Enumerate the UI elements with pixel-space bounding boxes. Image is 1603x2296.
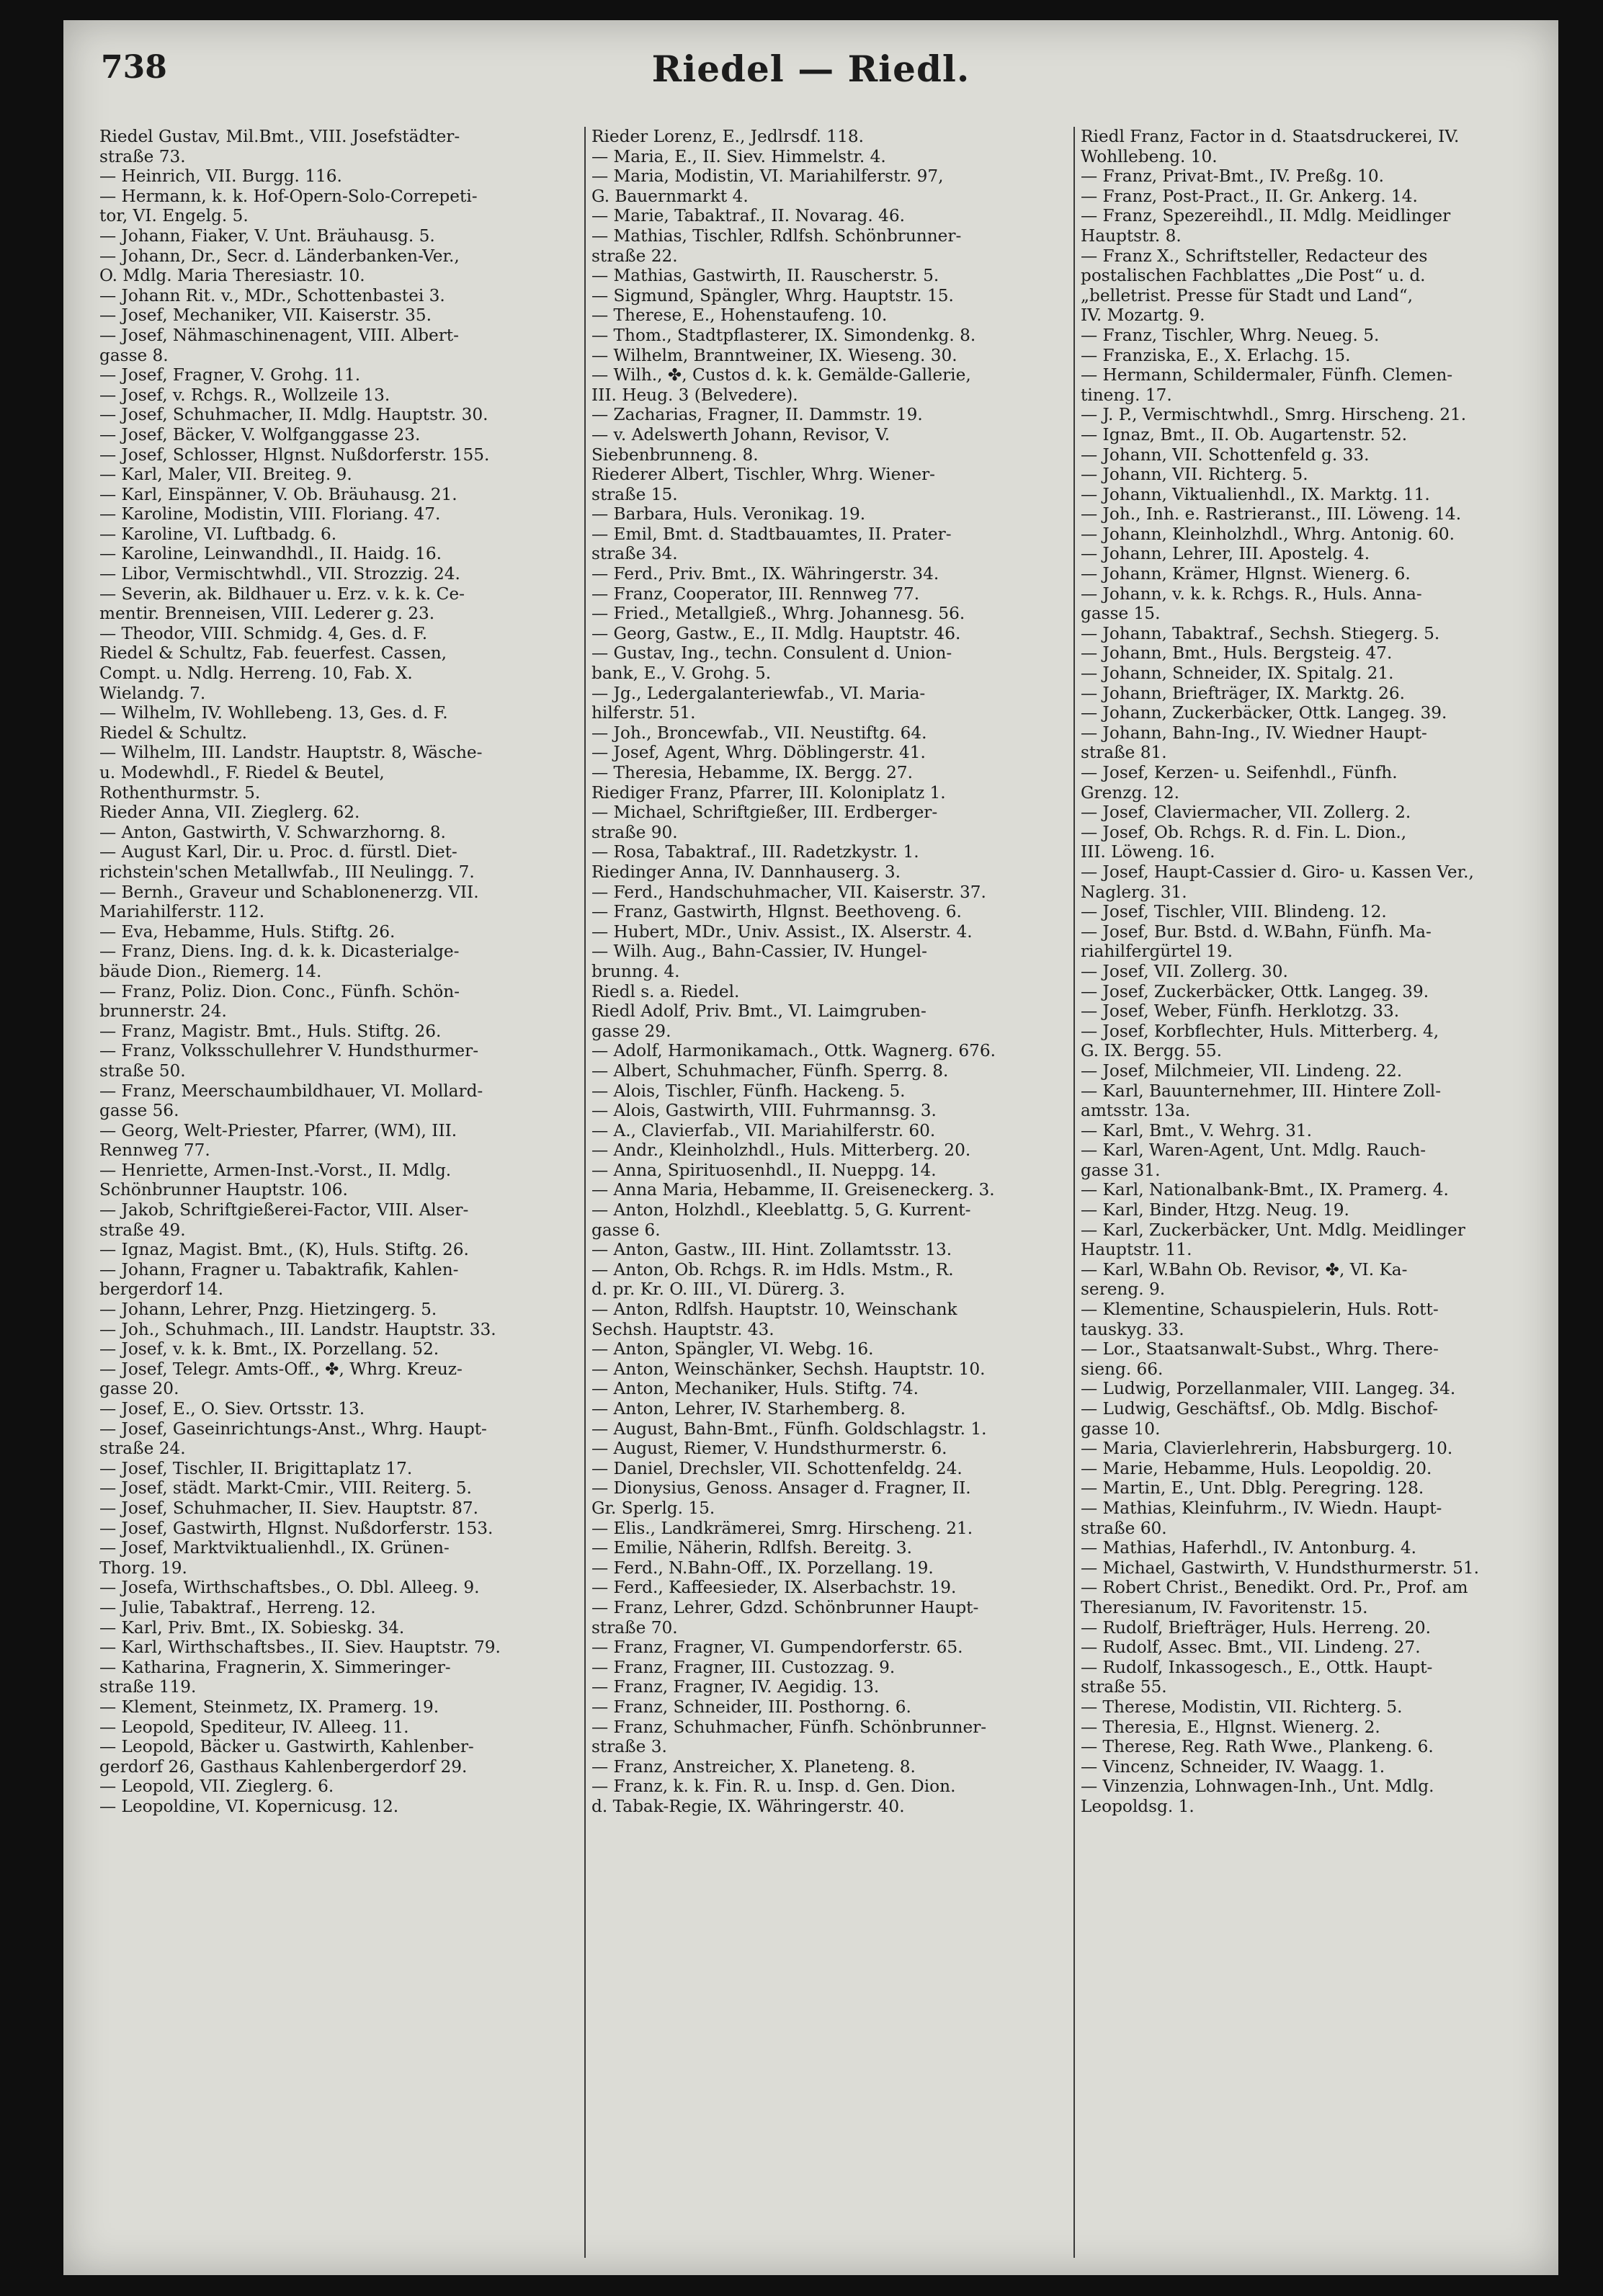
directory-line: Leopoldsg. 1. bbox=[1081, 1796, 1195, 1816]
directory-line: — Henriette, Armen-Inst.-Vorst., II. Mdlg. bbox=[99, 1160, 452, 1180]
directory-line: — Heinrich, VII. Burgg. 116. bbox=[99, 166, 342, 187]
directory-line: — Mathias, Tischler, Rdlfsh. Schönbrunner- bbox=[591, 225, 962, 246]
directory-line: — Josef, Korbflechter, Huls. Mitterberg. 4, bbox=[1081, 1021, 1439, 1041]
directory-line: — Thom., Stadtpflasterer, IX. Simondenkg. 8. bbox=[591, 325, 976, 345]
directory-line: gasse 29. bbox=[591, 1021, 671, 1041]
directory-line: — Franz, Post-Pract., II. Gr. Ankerg. 14. bbox=[1081, 186, 1418, 206]
directory-line: — Johann, Briefträger, IX. Marktg. 26. bbox=[1081, 683, 1405, 703]
directory-line: gasse 6. bbox=[591, 1220, 661, 1240]
directory-line: straße 81. bbox=[1081, 743, 1167, 763]
directory-line: — Theresia, Hebamme, IX. Bergg. 27. bbox=[591, 763, 913, 782]
directory-line: — Leopoldine, VI. Kopernicusg. 12. bbox=[99, 1796, 399, 1816]
directory-line: — Fried., Metallgieß., Whrg. Johannesg. 56. bbox=[591, 604, 965, 624]
directory-line: — Karl, Nationalbank-Bmt., IX. Pramerg. 4. bbox=[1081, 1180, 1449, 1200]
directory-line: — Johann, Fiaker, V. Unt. Bräuhausg. 5. bbox=[99, 225, 435, 246]
directory-line: — Maria, Clavierlehrerin, Habsburgerg. 10. bbox=[1081, 1439, 1453, 1459]
directory-line: — Johann, Fragner u. Tabaktrafik, Kahlen- bbox=[99, 1259, 459, 1279]
directory-line: — Anna Maria, Hebamme, II. Greiseneckerg. 3. bbox=[591, 1180, 995, 1200]
directory-line: straße 60. bbox=[1081, 1518, 1167, 1538]
directory-line: — Franz, Poliz. Dion. Conc., Fünfh. Schön- bbox=[99, 981, 460, 1001]
directory-line: — Hermann, Schildermaler, Fünfh. Clemen- bbox=[1081, 365, 1453, 385]
page-title: Riedel — Riedl. bbox=[651, 48, 970, 90]
directory-line: Riederer Albert, Tischler, Whrg. Wiener- bbox=[591, 465, 935, 485]
directory-line: IV. Mozartg. 9. bbox=[1081, 305, 1205, 326]
directory-line: — Anton, Holzhdl., Kleeblattg. 5, G. Kurrent- bbox=[591, 1200, 971, 1220]
directory-line: — Josef, Gaseinrichtungs-Anst., Whrg. Haupt- bbox=[99, 1419, 487, 1439]
directory-line: — Karl, Bmt., V. Wehrg. 31. bbox=[1081, 1120, 1312, 1140]
directory-line: Compt. u. Ndlg. Herreng. 10, Fab. X. bbox=[99, 664, 413, 684]
directory-line: straße 49. bbox=[99, 1220, 186, 1240]
directory-line: — Wilhelm, IV. Wohllebeng. 13, Ges. d. F. bbox=[99, 703, 448, 723]
directory-line: — Theresia, E., Hlgnst. Wienerg. 2. bbox=[1081, 1717, 1380, 1737]
directory-line: — Julie, Tabaktraf., Herreng. 12. bbox=[99, 1597, 376, 1617]
page-number: 738 bbox=[101, 49, 167, 86]
directory-line: — Johann, Viktualienhdl., IX. Marktg. 11. bbox=[1081, 484, 1430, 504]
directory-line: — Emil, Bmt. d. Stadtbauamtes, II. Prater- bbox=[591, 524, 952, 544]
directory-line: — Dionysius, Genoss. Ansager d. Fragner, II. bbox=[591, 1478, 971, 1498]
directory-line: gasse 56. bbox=[99, 1101, 179, 1121]
directory-line: — Anton, Ob. Rchgs. R. im Hdls. Mstm., R. bbox=[591, 1259, 954, 1279]
directory-line: — Michael, Gastwirth, V. Hundsthurmerstr. 51. bbox=[1081, 1558, 1479, 1578]
directory-line: Sechsh. Hauptstr. 43. bbox=[591, 1319, 774, 1339]
directory-line: — Johann, Zuckerbäcker, Ottk. Langeg. 39. bbox=[1081, 703, 1447, 723]
directory-line: — Therese, E., Hohenstaufeng. 10. bbox=[591, 305, 888, 326]
directory-line: d. Tabak-Regie, IX. Währingerstr. 40. bbox=[591, 1796, 905, 1816]
directory-line: sieng. 66. bbox=[1081, 1359, 1164, 1379]
directory-line: straße 24. bbox=[99, 1439, 186, 1459]
directory-line: — Alois, Gastwirth, VIII. Fuhrmannsg. 3. bbox=[591, 1101, 937, 1121]
directory-line: — August, Bahn-Bmt., Fünfh. Goldschlagstr. 1. bbox=[591, 1419, 987, 1439]
directory-line: — Alois, Tischler, Fünfh. Hackeng. 5. bbox=[591, 1081, 906, 1101]
directory-line: — Ignaz, Bmt., II. Ob. Augartenstr. 52. bbox=[1081, 424, 1408, 445]
directory-line: — Mathias, Kleinfuhrm., IV. Wiedn. Haupt- bbox=[1081, 1498, 1442, 1518]
directory-line: — Johann, v. k. k. Rchgs. R., Huls. Anna- bbox=[1081, 584, 1422, 604]
directory-line: Thorg. 19. bbox=[99, 1558, 187, 1578]
directory-line: — Johann, Lehrer, Pnzg. Hietzingerg. 5. bbox=[99, 1300, 437, 1320]
directory-line: — Jg., Ledergalanteriewfab., VI. Maria- bbox=[591, 683, 926, 703]
directory-line: — Josef, E., O. Siev. Ortsstr. 13. bbox=[99, 1399, 365, 1419]
directory-line: — Sigmund, Spängler, Whrg. Hauptstr. 15. bbox=[591, 285, 954, 305]
directory-line: — Franz, Fragner, III. Custozzag. 9. bbox=[591, 1657, 896, 1677]
directory-line: Schönbrunner Hauptstr. 106. bbox=[99, 1180, 348, 1200]
directory-line: Hauptstr. 11. bbox=[1081, 1240, 1192, 1260]
directory-line: — Mathias, Gastwirth, II. Rauscherstr. 5. bbox=[591, 266, 939, 286]
directory-line: — Anna, Spirituosenhdl., II. Nueppg. 14. bbox=[591, 1160, 937, 1180]
directory-line: — Josef, v. k. k. Bmt., IX. Porzellang. 52. bbox=[99, 1339, 439, 1359]
directory-line: — Josef, Schuhmacher, II. Siev. Hauptstr. 87. bbox=[99, 1498, 479, 1518]
directory-line: — Josef, VII. Zollerg. 30. bbox=[1081, 961, 1288, 981]
directory-line: Hauptstr. 8. bbox=[1081, 225, 1182, 246]
directory-line: — Rosa, Tabaktraf., III. Radetzkystr. 1. bbox=[591, 842, 919, 862]
directory-line: tor, VI. Engelg. 5. bbox=[99, 206, 249, 226]
directory-line: — Bernh., Graveur und Schablonenerzg. VII. bbox=[99, 882, 479, 902]
directory-line: Riediger Franz, Pfarrer, III. Koloniplatz 1. bbox=[591, 782, 946, 803]
directory-line: — Karl, Bauunternehmer, III. Hintere Zoll- bbox=[1081, 1081, 1442, 1101]
directory-line: — Klement, Steinmetz, IX. Pramerg. 19. bbox=[99, 1697, 439, 1717]
directory-line: — Martin, E., Unt. Dblg. Peregring. 128. bbox=[1081, 1478, 1424, 1498]
directory-line: — Josef, Bur. Bstd. d. W.Bahn, Fünfh. Ma- bbox=[1081, 921, 1432, 942]
directory-line: straße 90. bbox=[591, 822, 678, 842]
directory-line: — Ferd., Priv. Bmt., IX. Währingerstr. 34. bbox=[591, 564, 939, 584]
directory-line: d. pr. Kr. O. III., VI. Dürerg. 3. bbox=[591, 1279, 846, 1300]
directory-line: — Joh., Inh. e. Rastrieranst., III. Löweng. 14. bbox=[1081, 504, 1462, 524]
directory-line: — Karoline, VI. Luftbadg. 6. bbox=[99, 524, 337, 544]
directory-line: straße 119. bbox=[99, 1677, 197, 1697]
directory-line: — Franziska, E., X. Erlachg. 15. bbox=[1081, 345, 1351, 365]
directory-line: — Lor., Staatsanwalt-Subst., Whrg. There- bbox=[1081, 1339, 1439, 1359]
directory-line: — Anton, Rdlfsh. Hauptstr. 10, Weinschank bbox=[591, 1300, 957, 1320]
directory-line: gasse 20. bbox=[99, 1379, 179, 1399]
directory-line: — Johann Rit. v., MDr., Schottenbastei 3. bbox=[99, 285, 445, 305]
directory-line: Wielandg. 7. bbox=[99, 683, 206, 703]
directory-line: — Josef, Mechaniker, VII. Kaiserstr. 35. bbox=[99, 305, 432, 326]
directory-line: brunng. 4. bbox=[591, 961, 680, 981]
directory-line: — Josef, Marktviktualienhdl., IX. Grünen- bbox=[99, 1538, 450, 1558]
directory-line: Riedel & Schultz. bbox=[99, 723, 248, 743]
directory-line: — Josef, Zuckerbäcker, Ottk. Langeg. 39. bbox=[1081, 981, 1429, 1001]
directory-line: — Vinzenzia, Lohnwagen-Inh., Unt. Mdlg. bbox=[1081, 1777, 1434, 1797]
directory-line: straße 15. bbox=[591, 484, 678, 504]
directory-line: straße 3. bbox=[591, 1737, 667, 1757]
directory-line: — Rudolf, Briefträger, Huls. Herreng. 20. bbox=[1081, 1617, 1432, 1638]
directory-line: — Elis., Landkrämerei, Smrg. Hirscheng. 21. bbox=[591, 1518, 973, 1538]
directory-line: — Klementine, Schauspielerin, Huls. Rott- bbox=[1081, 1300, 1439, 1320]
directory-line: — Barbara, Huls. Veronikag. 19. bbox=[591, 504, 866, 524]
directory-line: — Rudolf, Inkassogesch., E., Ottk. Haupt- bbox=[1081, 1657, 1433, 1677]
directory-page bbox=[63, 20, 1558, 2275]
directory-line: gasse 15. bbox=[1081, 604, 1161, 624]
directory-line: — Rudolf, Assec. Bmt., VII. Lindeng. 27. bbox=[1081, 1638, 1421, 1658]
directory-line: — Wilhelm, III. Landstr. Hauptstr. 8, Wäsche- bbox=[99, 743, 483, 763]
directory-line: bergerdorf 14. bbox=[99, 1279, 224, 1300]
directory-line: Riedel & Schultz, Fab. feuerfest. Cassen, bbox=[99, 643, 447, 664]
directory-line: — Anton, Spängler, VI. Webg. 16. bbox=[591, 1339, 874, 1359]
directory-line: — Franz, Volksschullehrer V. Hundsthurmer- bbox=[99, 1041, 479, 1061]
directory-line: — Mathias, Haferhdl., IV. Antonburg. 4. bbox=[1081, 1538, 1417, 1558]
directory-line: — Josefa, Wirthschaftsbes., O. Dbl. Alleeg. 9. bbox=[99, 1578, 480, 1598]
directory-line: — Franz, Diens. Ing. d. k. k. Dicasterialge- bbox=[99, 942, 460, 962]
directory-line: — Anton, Lehrer, IV. Starhemberg. 8. bbox=[591, 1399, 906, 1419]
directory-line: — Johann, Bahn-Ing., IV. Wiedner Haupt- bbox=[1081, 723, 1427, 743]
directory-line: III. Heug. 3 (Belvedere). bbox=[591, 385, 798, 405]
directory-line: — Franz, Lehrer, Gdzd. Schönbrunner Haupt- bbox=[591, 1597, 979, 1617]
directory-line: — Franz, Anstreicher, X. Planeteng. 8. bbox=[591, 1756, 916, 1777]
directory-line: — Karoline, Leinwandhdl., II. Haidg. 16. bbox=[99, 544, 442, 564]
directory-line: — Hubert, MDr., Univ. Assist., IX. Alserstr. 4. bbox=[591, 921, 973, 942]
directory-line: — Maria, Modistin, VI. Mariahilferstr. 97, bbox=[591, 166, 944, 187]
directory-line: — Ignaz, Magist. Bmt., (K), Huls. Stiftg. 26. bbox=[99, 1240, 469, 1260]
directory-line: — Franz, Tischler, Whrg. Neueg. 5. bbox=[1081, 325, 1380, 345]
directory-line: Siebenbrunneng. 8. bbox=[591, 445, 759, 465]
directory-line: straße 55. bbox=[1081, 1677, 1167, 1697]
directory-line: — Karl, Priv. Bmt., IX. Sobieskg. 34. bbox=[99, 1617, 405, 1638]
directory-line: — J. P., Vermischtwhdl., Smrg. Hirscheng. 21. bbox=[1081, 405, 1467, 425]
directory-line: — Karl, Maler, VII. Breiteg. 9. bbox=[99, 465, 352, 485]
directory-line: — Maria, E., II. Siev. Himmelstr. 4. bbox=[591, 146, 886, 166]
directory-line: — Josef, Tischler, II. Brigittaplatz 17. bbox=[99, 1458, 413, 1478]
directory-line: gasse 8. bbox=[99, 345, 169, 365]
directory-line: — Josef, Schuhmacher, II. Mdlg. Hauptstr. 30. bbox=[99, 405, 488, 425]
directory-line: — Johann, Schneider, IX. Spitalg. 21. bbox=[1081, 664, 1394, 684]
directory-line: — Wilh., ✤, Custos d. k. k. Gemälde-Gallerie, bbox=[591, 365, 971, 385]
column-divider bbox=[1073, 127, 1075, 2258]
directory-line: — Albert, Schuhmacher, Fünfh. Sperrg. 8. bbox=[591, 1060, 949, 1081]
directory-line: — Theodor, VIII. Schmidg. 4, Ges. d. F. bbox=[99, 623, 428, 643]
directory-line: G. Bauernmarkt 4. bbox=[591, 186, 749, 206]
directory-line: — Katharina, Fragnerin, X. Simmeringer- bbox=[99, 1657, 451, 1677]
directory-line: — Ludwig, Geschäftsf., Ob. Mdlg. Bischof- bbox=[1081, 1399, 1439, 1419]
directory-line: — Josef, Claviermacher, VII. Zollerg. 2. bbox=[1081, 803, 1411, 823]
directory-line: Grenzg. 12. bbox=[1081, 782, 1179, 803]
directory-line: tauskyg. 33. bbox=[1081, 1319, 1184, 1339]
directory-line: u. Modewhdl., F. Riedel & Beutel, bbox=[99, 763, 385, 782]
directory-line: — August Karl, Dir. u. Proc. d. fürstl. Diet- bbox=[99, 842, 457, 862]
directory-line: Riedl s. a. Riedel. bbox=[591, 981, 740, 1001]
directory-line: — Karl, W.Bahn Ob. Revisor, ✤, VI. Ka- bbox=[1081, 1259, 1408, 1279]
directory-line: — A., Clavierfab., VII. Mariahilferstr. 60. bbox=[591, 1120, 936, 1140]
directory-line: O. Mdlg. Maria Theresiastr. 10. bbox=[99, 266, 365, 286]
directory-line: — Adolf, Harmonikamach., Ottk. Wagnerg. 676. bbox=[591, 1041, 996, 1061]
directory-line: — Franz, k. k. Fin. R. u. Insp. d. Gen. Dion. bbox=[591, 1777, 956, 1797]
directory-line: — Therese, Reg. Rath Wwe., Plankeng. 6. bbox=[1081, 1737, 1434, 1757]
directory-line: straße 50. bbox=[99, 1060, 186, 1081]
directory-line: Naglerg. 31. bbox=[1081, 882, 1187, 902]
directory-line: mentir. Brenneisen, VIII. Lederer g. 23. bbox=[99, 604, 435, 624]
directory-line: — Franz, Fragner, VI. Gumpendorferstr. 65. bbox=[591, 1638, 963, 1658]
directory-line: — Karoline, Modistin, VIII. Floriang. 47. bbox=[99, 504, 441, 524]
directory-line: amtsstr. 13a. bbox=[1081, 1101, 1191, 1121]
directory-line: — Leopold, Bäcker u. Gastwirth, Kahlenber- bbox=[99, 1737, 474, 1757]
directory-line: — Franz X., Schriftsteller, Redacteur des bbox=[1081, 246, 1428, 266]
directory-line: — Josef, Weber, Fünfh. Herklotzg. 33. bbox=[1081, 1001, 1400, 1022]
directory-line: — Joh., Broncewfab., VII. Neustiftg. 64. bbox=[591, 723, 927, 743]
directory-line: — Georg, Gastw., E., II. Mdlg. Hauptstr. 46. bbox=[591, 623, 961, 643]
directory-line: Rothenthurmstr. 5. bbox=[99, 782, 261, 803]
directory-line: — Eva, Hebamme, Huls. Stiftg. 26. bbox=[99, 921, 396, 942]
directory-line: riahilfergürtel 19. bbox=[1081, 942, 1233, 962]
directory-line: — Karl, Zuckerbäcker, Unt. Mdlg. Meidlinger bbox=[1081, 1220, 1465, 1240]
directory-line: — Wilh. Aug., Bahn-Cassier, IV. Hungel- bbox=[591, 942, 927, 962]
directory-line: — Leopold, Spediteur, IV. Alleeg. 11. bbox=[99, 1717, 409, 1737]
directory-line: — Ludwig, Porzellanmaler, VIII. Langeg. 34. bbox=[1081, 1379, 1456, 1399]
directory-line: — Johann, Kleinholzhdl., Whrg. Antonig. 60. bbox=[1081, 524, 1455, 544]
directory-line: — Franz, Schuhmacher, Fünfh. Schönbrunner- bbox=[591, 1717, 987, 1737]
directory-line: — Karl, Waren-Agent, Unt. Mdlg. Rauch- bbox=[1081, 1140, 1426, 1161]
directory-line: — Leopold, VII. Zieglerg. 6. bbox=[99, 1777, 334, 1797]
column-right bbox=[1081, 127, 1549, 2259]
directory-line: — Daniel, Drechsler, VII. Schottenfeldg. 24. bbox=[591, 1458, 963, 1478]
directory-line: tineng. 17. bbox=[1081, 385, 1172, 405]
directory-line: — Josef, Telegr. Amts-Off., ✤, Whrg. Kreuz- bbox=[99, 1359, 463, 1379]
directory-line: — Josef, Nähmaschinenagent, VIII. Albert- bbox=[99, 325, 459, 345]
directory-line: — Emilie, Näherin, Rdlfsh. Bereitg. 3. bbox=[591, 1538, 913, 1558]
directory-line: — Josef, v. Rchgs. R., Wollzeile 13. bbox=[99, 385, 390, 405]
directory-line: — Anton, Weinschänker, Sechsh. Hauptstr. 10. bbox=[591, 1359, 986, 1379]
directory-line: — Hermann, k. k. Hof-Opern-Solo-Correpeti- bbox=[99, 186, 478, 206]
directory-line: — Franz, Fragner, IV. Aegidig. 13. bbox=[591, 1677, 880, 1697]
directory-line: — Karl, Binder, Htzg. Neug. 19. bbox=[1081, 1200, 1349, 1220]
directory-line: hilferstr. 51. bbox=[591, 703, 696, 723]
directory-line: — Therese, Modistin, VII. Richterg. 5. bbox=[1081, 1697, 1403, 1717]
directory-line: — Johann, Tabaktraf., Sechsh. Stiegerg. 5. bbox=[1081, 623, 1440, 643]
directory-line: gasse 31. bbox=[1081, 1160, 1161, 1180]
column-middle bbox=[591, 127, 1067, 2259]
directory-line: — Andr., Kleinholzhdl., Huls. Mitterberg. 20. bbox=[591, 1140, 971, 1161]
directory-line: — Josef, Milchmeier, VII. Lindeng. 22. bbox=[1081, 1060, 1403, 1081]
directory-line: — Franz, Schneider, III. Posthorng. 6. bbox=[591, 1697, 911, 1717]
directory-line: — Josef, Tischler, VIII. Blindeng. 12. bbox=[1081, 902, 1387, 922]
column-left bbox=[99, 127, 579, 2259]
directory-line: sereng. 9. bbox=[1081, 1279, 1166, 1300]
directory-line: — Johann, Dr., Secr. d. Länderbanken-Ver., bbox=[99, 246, 460, 266]
directory-line: — Anton, Mechaniker, Huls. Stiftg. 74. bbox=[591, 1379, 919, 1399]
directory-line: bäude Dion., Riemerg. 14. bbox=[99, 961, 322, 981]
directory-line: Riedl Franz, Factor in d. Staatsdruckerei, IV. bbox=[1081, 127, 1460, 146]
directory-line: — Gustav, Ing., techn. Consulent d. Union- bbox=[591, 643, 952, 664]
directory-line: — Vincenz, Schneider, IV. Waagg. 1. bbox=[1081, 1756, 1385, 1777]
directory-line: — Josef, Bäcker, V. Wolfganggasse 23. bbox=[99, 424, 421, 445]
directory-line: — Johann, Lehrer, III. Apostelg. 4. bbox=[1081, 544, 1370, 564]
directory-line: Mariahilferstr. 112. bbox=[99, 902, 265, 922]
directory-line: — Jakob, Schriftgießerei-Factor, VIII. Alser- bbox=[99, 1200, 469, 1220]
directory-line: gerdorf 26, Gasthaus Kahlenbergerdorf 29. bbox=[99, 1756, 468, 1777]
directory-line: — Franz, Meerschaumbildhauer, VI. Mollard- bbox=[99, 1081, 483, 1101]
directory-line: gasse 10. bbox=[1081, 1419, 1161, 1439]
directory-line: — Georg, Welt-Priester, Pfarrer, (WM), III. bbox=[99, 1120, 457, 1140]
directory-line: straße 22. bbox=[591, 246, 678, 266]
directory-line: — Zacharias, Fragner, II. Dammstr. 19. bbox=[591, 405, 923, 425]
directory-line: — Josef, Schlosser, Hlgnst. Nußdorferstr. 155. bbox=[99, 445, 490, 465]
directory-line: — Severin, ak. Bildhauer u. Erz. v. k. k. Ce- bbox=[99, 584, 465, 604]
directory-line: — Anton, Gastwirth, V. Schwarzhorng. 8. bbox=[99, 822, 446, 842]
directory-line: — Marie, Hebamme, Huls. Leopoldig. 20. bbox=[1081, 1458, 1432, 1478]
directory-line: Riedinger Anna, IV. Dannhauserg. 3. bbox=[591, 862, 901, 882]
directory-line: richstein'schen Metallwfab., III Neulingg. 7. bbox=[99, 862, 475, 882]
directory-line: III. Löweng. 16. bbox=[1081, 842, 1215, 862]
directory-line: Riedl Adolf, Priv. Bmt., VI. Laimgruben- bbox=[591, 1001, 926, 1022]
directory-line: — Michael, Schriftgießer, III. Erdberger- bbox=[591, 803, 938, 823]
directory-line: straße 70. bbox=[591, 1617, 678, 1638]
directory-line: — Anton, Gastw., III. Hint. Zollamtsstr. 13. bbox=[591, 1240, 952, 1260]
directory-line: — Franz, Cooperator, III. Rennweg 77. bbox=[591, 584, 920, 604]
directory-line: bank, E., V. Grohg. 5. bbox=[591, 664, 772, 684]
directory-line: Wohllebeng. 10. bbox=[1081, 146, 1218, 166]
directory-line: — Johann, Krämer, Hlgnst. Wienerg. 6. bbox=[1081, 564, 1411, 584]
directory-line: — Josef, städt. Markt-Cmir., VIII. Reiterg. 5. bbox=[99, 1478, 472, 1498]
directory-line: Riedel Gustav, Mil.Bmt., VIII. Josefstädter- bbox=[99, 127, 460, 146]
directory-line: — Marie, Tabaktraf., II. Novarag. 46. bbox=[591, 206, 905, 226]
directory-line: — Johann, Bmt., Huls. Bergsteig. 47. bbox=[1081, 643, 1393, 664]
directory-line: — Josef, Kerzen- u. Seifenhdl., Fünfh. bbox=[1081, 763, 1398, 782]
directory-line: — Ferd., N.Bahn-Off., IX. Porzellang. 19. bbox=[591, 1558, 934, 1578]
directory-line: postalischen Fachblattes „Die Post“ u. d. bbox=[1081, 266, 1426, 286]
directory-line: — Josef, Fragner, V. Grohg. 11. bbox=[99, 365, 361, 385]
directory-line: Rieder Lorenz, E., Jedlrsdf. 118. bbox=[591, 127, 864, 146]
directory-line: — Josef, Haupt-Cassier d. Giro- u. Kassen Ver., bbox=[1081, 862, 1474, 882]
directory-line: G. IX. Bergg. 55. bbox=[1081, 1041, 1222, 1061]
directory-line: straße 73. bbox=[99, 146, 186, 166]
directory-line: straße 34. bbox=[591, 544, 678, 564]
directory-line: Rennweg 77. bbox=[99, 1140, 210, 1161]
directory-line: — Robert Christ., Benedikt. Ord. Pr., Prof. am bbox=[1081, 1578, 1468, 1598]
directory-line: — v. Adelswerth Johann, Revisor, V. bbox=[591, 424, 890, 445]
directory-line: — Ferd., Kaffeesieder, IX. Alserbachstr. 19. bbox=[591, 1578, 957, 1598]
directory-line: — Joh., Schuhmach., III. Landstr. Hauptstr. 33. bbox=[99, 1319, 496, 1339]
directory-line: — Wilhelm, Branntweiner, IX. Wieseng. 30. bbox=[591, 345, 957, 365]
directory-line: — Josef, Agent, Whrg. Döblingerstr. 41. bbox=[591, 743, 926, 763]
directory-line: — Josef, Gastwirth, Hlgnst. Nußdorferstr. 153. bbox=[99, 1518, 494, 1538]
directory-line: — Johann, VII. Schottenfeld g. 33. bbox=[1081, 445, 1370, 465]
directory-line: brunnerstr. 24. bbox=[99, 1001, 227, 1022]
directory-line: — Franz, Privat-Bmt., IV. Preßg. 10. bbox=[1081, 166, 1385, 187]
directory-line: — August, Riemer, V. Hundsthurmerstr. 6. bbox=[591, 1439, 947, 1459]
directory-line: Rieder Anna, VII. Zieglerg. 62. bbox=[99, 803, 360, 823]
directory-line: — Josef, Ob. Rchgs. R. d. Fin. L. Dion., bbox=[1081, 822, 1407, 842]
column-divider bbox=[584, 127, 586, 2258]
directory-line: „belletrist. Presse für Stadt und Land“, bbox=[1081, 285, 1414, 305]
directory-line: — Johann, VII. Richterg. 5. bbox=[1081, 465, 1308, 485]
directory-line: — Franz, Gastwirth, Hlgnst. Beethoveng. 6. bbox=[591, 902, 962, 922]
directory-line: Theresianum, IV. Favoritenstr. 15. bbox=[1081, 1597, 1368, 1617]
directory-line: — Karl, Einspänner, V. Ob. Bräuhausg. 21. bbox=[99, 484, 457, 504]
directory-line: — Franz, Spezereihdl., II. Mdlg. Meidlinger bbox=[1081, 206, 1451, 226]
directory-line: — Karl, Wirthschaftsbes., II. Siev. Hauptstr. 79. bbox=[99, 1638, 501, 1658]
directory-line: — Franz, Magistr. Bmt., Huls. Stiftg. 26. bbox=[99, 1021, 442, 1041]
directory-line: — Libor, Vermischtwhdl., VII. Strozzig. 24. bbox=[99, 564, 460, 584]
directory-line: Gr. Sperlg. 15. bbox=[591, 1498, 715, 1518]
directory-line: — Ferd., Handschuhmacher, VII. Kaiserstr. 37. bbox=[591, 882, 986, 902]
